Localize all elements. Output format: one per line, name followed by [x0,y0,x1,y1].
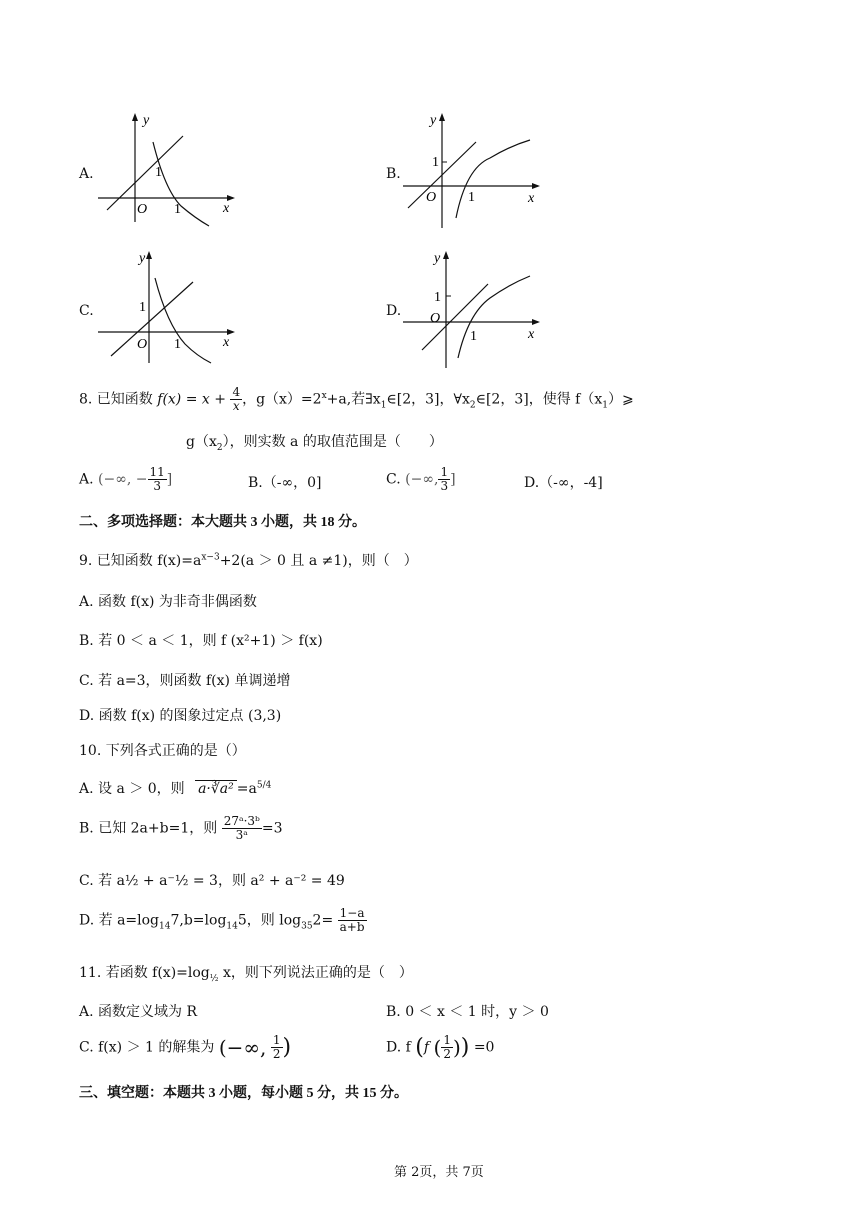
svg-text:y: y [430,113,437,128]
section-3-heading: 三、填空题：本题共 3 小题，每小题 5 分，共 15 分。 [79,1086,408,1101]
svg-text:O: O [137,337,148,352]
q8-option-d: D.（-∞，-4] [524,475,603,491]
svg-text:1: 1 [155,165,162,180]
page-footer: 第 2页，共 7页 [394,1165,484,1180]
q10-option-b: B. 已知 2a+b=1，则 $\frac{\text{27ᵃ·3ᵇ}}{\text{3ᵃ}}$ =3 [79,814,283,842]
svg-text:1: 1 [434,290,441,305]
section-2-heading: 二、多项选择题：本大题共 3 小题，共 18 分。 [79,515,366,530]
q10-stem: 10. 下列各式正确的是（） [79,743,246,759]
graph-b [400,108,545,233]
option-b-label: B. [386,166,401,182]
y-axis-label: y [143,113,150,128]
q9-option-d: D. 函数 f(x) 的图象过定点 (3,3) [79,708,282,724]
q10-option-a: A. 设 a ＞ 0，则 a·∛a² $=a^{5/4}$ [79,780,272,797]
graph-d [400,248,545,373]
q9-option-c: C. 若 a=3，则函数 f(x) 单调递增 [79,673,291,689]
q10-option-d: D. 若 $a=\log_{14}7,b=\log_{14}5$，则 $\log_{35}2=$ $\frac{1-a}{a+b}$ [79,906,365,934]
option-d-label: D. [386,303,402,319]
q11-option-b: B. 0 ＜ x ＜ 1 时，y ＞ 0 [386,1004,549,1020]
q8-line1: 8. 已知函数 f(x) = x + $\frac{4}{x}$ ，$g(x)=2^x+a$,若$\exists x_1\in[2$，3]，$\forall x_2\in[2$，3]，使得 $f(x_1)⩾$ [79,385,634,413]
svg-text:x: x [528,327,535,342]
svg-text:1: 1 [468,190,475,205]
q8-option-b: B.（-∞，0] [248,475,322,491]
svg-text:1: 1 [139,300,146,315]
graph-a [95,110,240,230]
svg-text:x: x [223,335,230,350]
svg-text:x: x [223,201,230,216]
svg-text:O: O [137,202,148,217]
q9-option-a: A. 函数 f(x) 为非奇非偶函数 [79,594,257,610]
q11-option-a: A. 函数定义域为 R [79,1004,198,1020]
q8-option-c: C. (−∞, $\frac{1}{3}$ ] [386,465,456,493]
svg-text:y: y [434,251,441,266]
q11-option-d: D. f (f ( $\frac{1}{2}$ )) =0 [386,1033,495,1061]
q11-option-c: C. f(x) ＞ 1 的解集为 (−∞, $\frac{1}{2}$ ) [79,1033,292,1061]
svg-text:1: 1 [470,329,477,344]
svg-text:1: 1 [432,155,439,170]
q8-option-a: A. (−∞, − $\frac{11}{3}$ ] [79,465,173,493]
q9-stem: 9. 已知函数 $f(x)=a^{x-3}+2(a > 0$ 且 a ≠1)，则（ ） [79,552,418,569]
q9-option-b: B. 若 0 ＜ a ＜ 1，则 f (x²+1) ＞ f(x) [79,633,323,649]
svg-text:1: 1 [174,202,181,217]
graph-c [95,248,240,368]
option-a-label: A. [79,166,94,182]
q11-stem: 11. 若函数 $f(x)=\log_{\frac{1}{2}}$ x，则下列说法正确的是（ ） [79,965,413,984]
option-c-label: C. [79,303,94,319]
svg-text:1: 1 [174,337,181,352]
q10-option-c: C. 若 a½ + a⁻½ = 3，则 a² + a⁻² = 49 [79,873,345,889]
q8-line2: $g(x_2)$，则实数 a 的取值范围是（ ） [186,434,443,453]
svg-text:y: y [139,251,146,266]
svg-text:O: O [430,311,441,326]
svg-text:O: O [426,190,437,205]
svg-text:x: x [528,191,535,206]
